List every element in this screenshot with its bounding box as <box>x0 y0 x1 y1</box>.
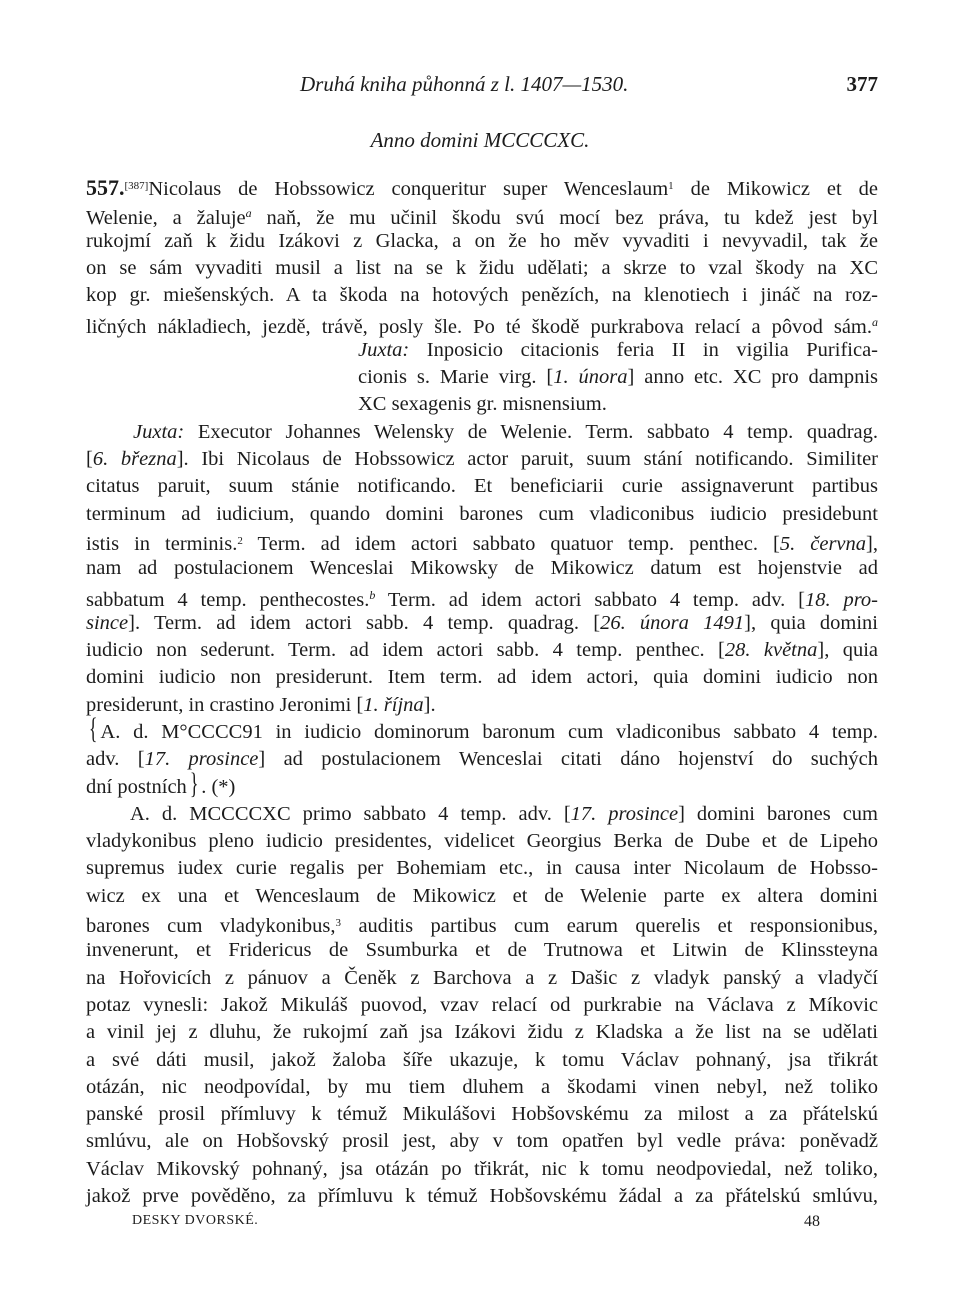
text-line: invenerunt, et Fridericus de Ssumburka et de Trutnowa et Litwin de Klinssteyna <box>86 939 878 962</box>
text-line: terminum ad iudicium, quando domini barones cum vladiconibus iudicio presidebunt <box>86 502 878 525</box>
text-line: otázán, nic neodpovídal, by mu tiem dluhem a škodami vinen nebyl, než toliko <box>86 1075 878 1098</box>
text-line: smlúvu, ale on Hobšovský prosil jest, aby v tom opatřen byl vedle práva: poněvadž <box>86 1130 878 1153</box>
text-line: Juxta: Inposicio citacionis feria II in vigilia Purifica- <box>358 338 878 361</box>
text-line: istis in terminis.$^2$ Term. ad idem actori sabbato quatuor temp. penthec. [5. června], <box>86 532 878 555</box>
brace-close: } <box>189 766 199 800</box>
text-line: on se sám vyvaditi musil a list na se k židu udělati; a skrze to vzal škody na XC <box>86 256 878 279</box>
text-line: Juxta: Executor Johannes Welensky de Welenie. Term. sabbato 4 temp. quadrag. <box>133 420 878 443</box>
page-number: 377 <box>846 72 878 96</box>
footer-sheet-number: 48 <box>804 1213 820 1230</box>
text-line: [6. března]. Ibi Nicolaus de Hobssowicz actor paruit, suum stání notificando. Similiter <box>86 447 878 470</box>
text-line: kop gr. miešenských. A ta škoda na hotových penězích, na klenotiech i jináč na roz- <box>86 284 878 307</box>
text-line: potaz vynesli: Jakož Mikuláš puovod, vzav relací od purkrabie na Václava z Míkovic <box>86 993 878 1016</box>
page-header <box>0 72 960 102</box>
juxta-label: Juxta: <box>133 420 185 443</box>
text-line: dní postních} . (*) <box>86 766 236 800</box>
text-line: presiderunt, in crastino Jeronimi [1. října]. <box>86 693 436 716</box>
footnote-mark: 1 <box>668 180 674 192</box>
text-line: adv. [17. prosince] ad postulacionem Wenceslai citati dáno hojenství do suchých <box>86 748 878 771</box>
text-line: barones cum vladykonibus,$^3$ auditis partibus cum earum querelis et responsionibus, <box>86 915 879 938</box>
text-line: nam ad postulacionem Wenceslai Mikowsky de Mikowicz datum est hojenstvie ad <box>86 557 878 580</box>
text-line: iudicio non sederunt. Term. ad idem actori sabb. 4 temp. penthec. [28. května], quia <box>86 639 878 662</box>
text-line: ličných nákladiech, jezdě, trávě, posly šle. Po té škodě purkrabova relací a pôvod sám.$^a$ <box>86 315 878 339</box>
text-line: a vinil jej z dluhu, že rukojmí zaň jsa Izákovi židu z Kladska a že list na se udělati <box>86 1021 878 1044</box>
footnote-mark: b <box>369 588 376 603</box>
text-line: Václav Mikovský pohnaný, jsa otázán po třikrát, nic k tomu neodpoviedal, než toliko, <box>86 1157 878 1180</box>
text-line: citatus paruit, suum stánie notificando. Et beneficiarii curie assignaverunt partibus <box>86 475 878 498</box>
text-line: rukojmí zaň k židu Izákovi z Glacka, a on že ho měv vyvaditi i nevyvadil, tak že <box>86 229 878 252</box>
text-line: XC sexagenis gr. misnensium. <box>358 393 607 416</box>
text-line: Welenie, a žaluje$^a$ naň, že mu učinil škodu svú mocí bez práva, tu kdež jest byl <box>86 206 879 230</box>
text-line: A. d. MCCCCXC primo sabbato 4 temp. adv. [17. prosince] domini barones cum <box>130 802 878 825</box>
text-line: domini iudicio non presiderunt. Item term. ad idem actori, quia domini iudicio non <box>86 666 878 689</box>
juxta-label: Juxta: <box>358 338 410 361</box>
text-line: jakož prve pověděno, za přímluvu k témuž Hobšovskému žádal a za přátelskú smlúvu, <box>86 1184 878 1207</box>
text-line: { A. d. M°CCCC91 in iudicio dominorum baronum cum vladiconibus sabbato 4 temp. <box>88 711 878 745</box>
year-heading: Anno domini MCCCCXC. <box>370 128 590 152</box>
entry-reference: [387] <box>124 180 149 192</box>
running-title: Druhá kniha půhonná z l. 1407—1530. <box>300 72 629 96</box>
text-line: sabbatum 4 temp. penthecostes.$^b$ Term. ad idem actori sabbato 4 temp. adv. [18. pro- <box>86 588 878 612</box>
footnote-mark: a <box>872 315 878 330</box>
text-line: supremus iudex curie regalis per Bohemiam etc., in causa inter Nicolaum de Hobsso- <box>86 857 878 880</box>
text-line: vladykonibus pleno iudicio presidentes, videlicet Georgius Berka de Dube et de Lipeho <box>86 830 878 853</box>
brace-open: { <box>88 711 98 745</box>
entry-557 <box>86 173 878 1210</box>
text-line: wicz ex una et Wenceslaum de Mikowicz et de Welenie parte ex altera domini <box>86 884 878 907</box>
text-line: cionis s. Marie virg. [1. února] anno etc. XC pro dampnis <box>358 366 879 389</box>
footnote-mark: 2 <box>237 534 243 547</box>
footer-signature: DESKY DVORSKÉ. <box>132 1213 259 1228</box>
text-line: a své dáti musil, jakož žaloba šíře ukazuje, k tomu Václav pohnaný, jsa třikrát <box>86 1048 878 1071</box>
entry-number: 557. <box>86 175 125 200</box>
text-line: since]. Term. ad idem actori sabb. 4 temp. quadrag. [26. února 1491], quia domini <box>86 611 878 634</box>
footnote-mark: a <box>245 206 252 221</box>
page-footer <box>0 1213 960 1237</box>
footnote-mark: 3 <box>335 917 341 930</box>
text-line: 557.[387]Nicolaus de Hobssowicz conqueritur super Wenceslaum$^1$ de Mikowicz et de <box>86 175 878 200</box>
text-line: panské prosil přímluvy k témuž Mikulášovi Hobšovskému za milost a za přátelskú <box>86 1103 878 1126</box>
text-line: na Hořovicích z pánuov a Čeněk z Barchova a z Dašic z vladyk panský a vladyčí <box>86 966 878 989</box>
